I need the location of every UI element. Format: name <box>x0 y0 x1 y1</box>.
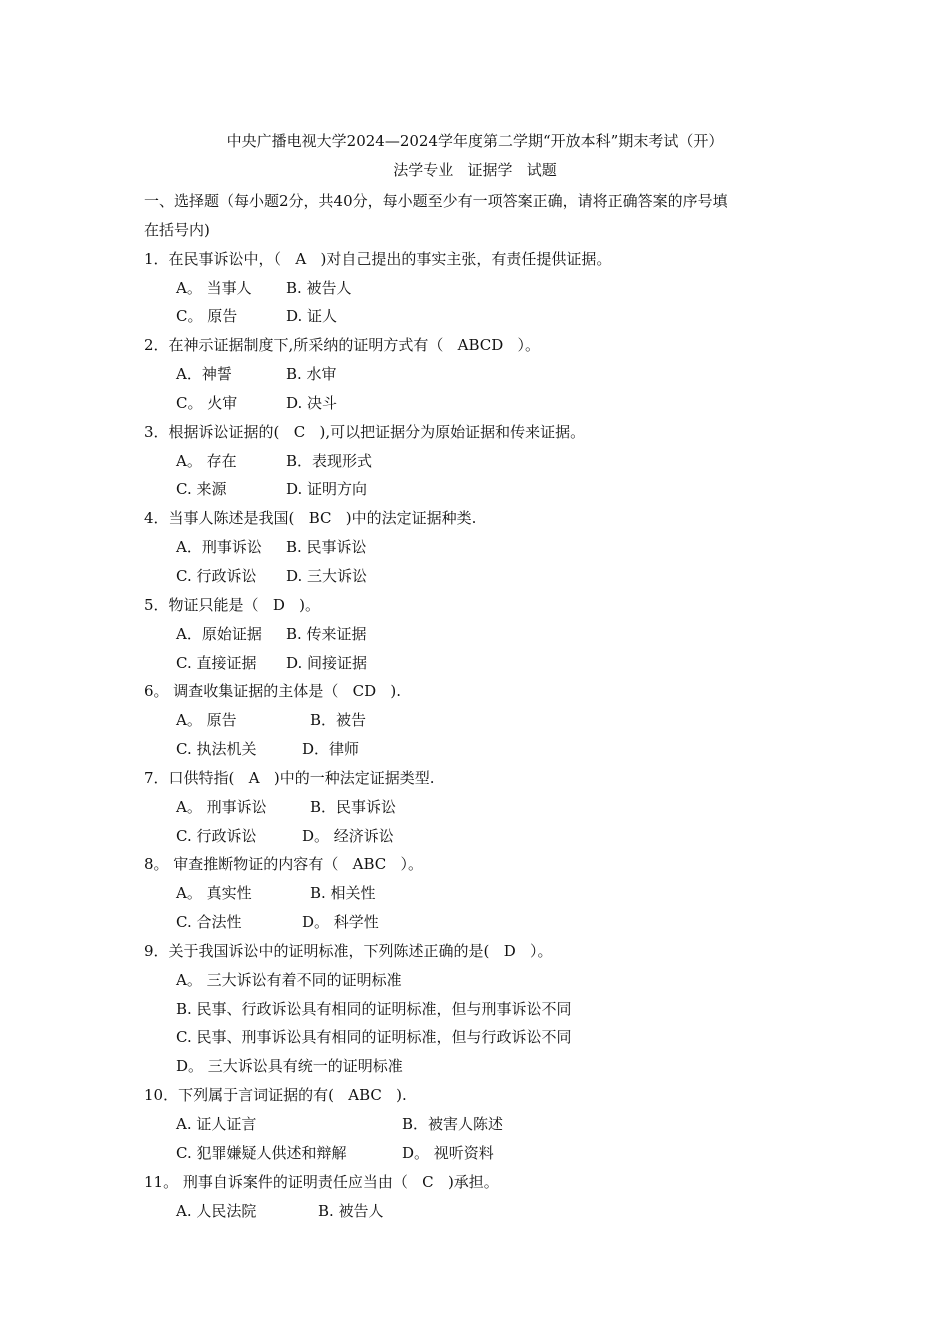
question-stem: 9．关于我国诉讼中的证明标准，下列陈述正确的是( D ）。 <box>144 941 553 960</box>
option: C. 民事、刑事诉讼具有相同的证明标准，但与行政诉讼不同 <box>176 1028 572 1047</box>
option: D. 决斗 <box>286 393 338 412</box>
exam-title: 中央广播电视大学2024—2024学年度第二学期“开放本科”期末考试（开） <box>226 132 724 150</box>
option-row <box>144 475 824 504</box>
option: A。 三大诉讼有着不同的证明标准 <box>176 970 402 989</box>
option: B. 民事诉讼 <box>286 538 367 557</box>
option: C. 执法机关 <box>176 740 257 759</box>
question-stem: 10．下列属于言词证据的有( ABC ). <box>144 1086 407 1105</box>
option-row <box>144 1110 824 1139</box>
option: B. 相关性 <box>310 884 376 903</box>
option: A。 原告 <box>176 711 237 730</box>
option: C。 原告 <box>176 307 238 326</box>
option-row <box>144 908 824 937</box>
option: B. 传来证据 <box>286 624 367 643</box>
question-stem: 4．当事人陈述是我国( BC )中的法定证据种类. <box>144 509 477 528</box>
option: D。 科学性 <box>302 913 379 932</box>
option: D。 经济诉讼 <box>302 826 394 845</box>
option: A。 当事人 <box>176 278 252 297</box>
option: C. 行政诉讼 <box>176 826 257 845</box>
option: A。 真实性 <box>176 884 252 903</box>
option: A。 存在 <box>176 451 237 470</box>
option-row <box>144 302 824 331</box>
option: C。 火审 <box>176 393 238 412</box>
option-row <box>144 1139 824 1168</box>
option: D. 间接证据 <box>286 653 368 672</box>
option: C. 犯罪嫌疑人供述和辩解 <box>176 1143 347 1162</box>
option-row <box>144 562 824 591</box>
option-row <box>144 995 824 1024</box>
option-row <box>144 1197 824 1226</box>
option-row <box>144 966 824 995</box>
option: A．刑事诉讼 <box>176 538 262 557</box>
option-row <box>144 822 824 851</box>
exam-subtitle: 法学专业 证据学 试题 <box>393 161 557 179</box>
option: C. 来源 <box>176 480 227 499</box>
option: B. 被告人 <box>318 1201 384 1220</box>
option: D. 证明方向 <box>286 480 368 499</box>
question-stem: 1．在民事诉讼中，（ A )对自己提出的事实主张，有责任提供证据。 <box>144 249 612 268</box>
option: D．律师 <box>302 740 360 759</box>
option: C. 合法性 <box>176 913 242 932</box>
option-row <box>144 793 824 822</box>
option: D。 视听资料 <box>402 1143 494 1162</box>
question-stem: 6。 调查收集证据的主体是（ CD ). <box>144 682 402 701</box>
question-stem: 3．根据诉讼证据的( C ),可以把证据分为原始证据和传来证据。 <box>144 422 586 441</box>
option-row <box>144 649 824 678</box>
option: B. 被告人 <box>286 278 352 297</box>
option: A．神誓 <box>176 365 232 384</box>
option-row <box>144 389 824 418</box>
option: B. 水审 <box>286 365 337 384</box>
option: A．原始证据 <box>176 624 262 643</box>
option-row <box>144 447 824 476</box>
option: A. 人民法院 <box>176 1201 257 1220</box>
option: B. 民事、行政诉讼具有相同的证明标准，但与刑事诉讼不同 <box>176 999 572 1018</box>
option: A。 刑事诉讼 <box>176 797 267 816</box>
option: C. 行政诉讼 <box>176 566 257 585</box>
question-stem: 7．口供特指( A )中的一种法定证据类型. <box>144 768 435 787</box>
option-row <box>144 620 824 649</box>
option: A. 证人证言 <box>176 1115 257 1133</box>
option-row <box>144 1023 824 1052</box>
option: B．被害人陈述 <box>402 1115 504 1133</box>
option: C. 直接证据 <box>176 653 257 672</box>
option-row <box>144 879 824 908</box>
question-stem: 5．物证只能是（ D )。 <box>144 595 321 614</box>
section-instructions: 一、选择题（每小题2分，共40分，每小题至少有一项答案正确，请将正确答案的序号填 <box>144 192 728 210</box>
option: B．民事诉讼 <box>310 797 397 816</box>
question-stem: 11。 刑事自诉案件的证明责任应当由（ C )承担。 <box>144 1172 499 1191</box>
option: B．表现形式 <box>286 451 373 470</box>
section-instructions-cont: 在括号内) <box>144 220 210 239</box>
option: D. 三大诉讼 <box>286 566 368 585</box>
option-row <box>144 706 824 735</box>
question-stem: 8。 审查推断物证的内容有（ ABC ）。 <box>144 855 424 874</box>
option-row <box>144 274 824 303</box>
option: D. 证人 <box>286 307 338 326</box>
option-row <box>144 360 824 389</box>
option-row <box>144 533 824 562</box>
option-row <box>144 1052 824 1081</box>
exam-content <box>144 187 824 1225</box>
question-stem: 2．在神示证据制度下,所采纳的证明方式有（ ABCD ）。 <box>144 336 541 355</box>
option: D。 三大诉讼具有统一的证明标准 <box>176 1057 403 1076</box>
option-row <box>144 735 824 764</box>
option: B．被告 <box>310 711 367 730</box>
